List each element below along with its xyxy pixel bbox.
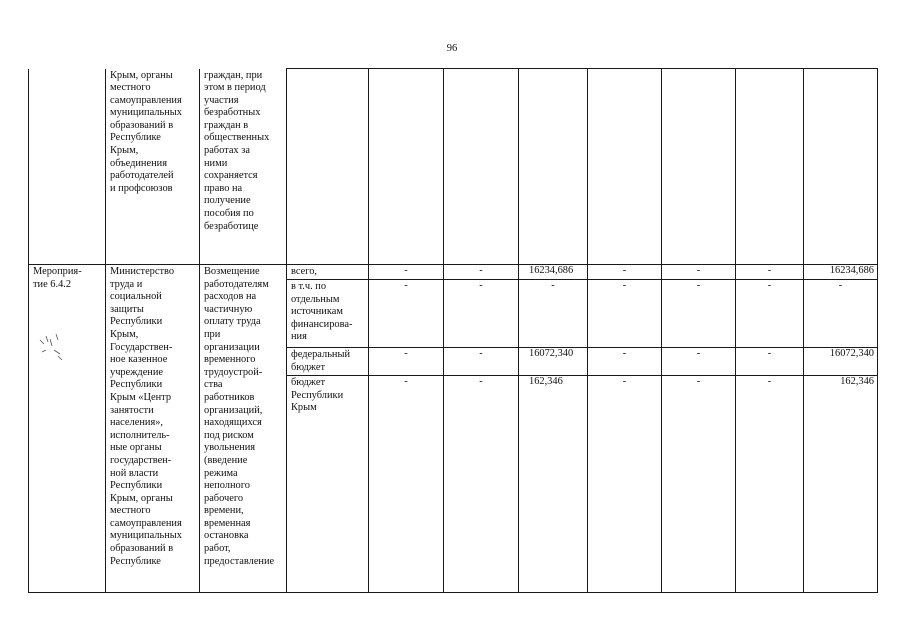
value-cell: - <box>662 265 736 280</box>
value-cell: - <box>662 348 736 376</box>
value-cell <box>736 69 804 265</box>
value-cell: 16234,686 <box>804 265 878 280</box>
value-cell: 16072,340 <box>519 348 588 376</box>
value-cell: - <box>736 348 804 376</box>
source-label: федеральный бюджет <box>287 348 369 376</box>
table-row-total <box>29 265 878 280</box>
value-cell: - <box>369 280 444 348</box>
pencil-mark <box>36 330 68 364</box>
value-cell: - <box>736 376 804 593</box>
program-table <box>28 68 878 593</box>
value-cell: - <box>444 348 519 376</box>
value-cell <box>662 69 736 265</box>
value-cell <box>588 69 662 265</box>
value-cell: 16072,340 <box>804 348 878 376</box>
value-cell: - <box>662 280 736 348</box>
value-cell: - <box>444 376 519 593</box>
value-cell: - <box>588 265 662 280</box>
value-cell: - <box>444 280 519 348</box>
source-label: бюджет Республики Крым <box>287 376 369 593</box>
value-cell: - <box>444 265 519 280</box>
source-label: всего, <box>287 265 369 280</box>
source-label: в т.ч. по отдельным источникам финансирова- ния <box>287 280 369 348</box>
executor-cell: Министерство труда и социальной защиты Республики Крым, Государствен- ное казенное учреждение Республики Крым «Центр занятости населения», исполнитель- ные органы государствен- ной власти Республики Крым, органы местного самоуправления муниципальных образований в Республике <box>106 265 200 593</box>
value-cell: - <box>588 348 662 376</box>
measure-name-cell <box>29 69 106 265</box>
value-cell: 162,346 <box>519 376 588 593</box>
value-cell: - <box>369 376 444 593</box>
value-cell <box>519 69 588 265</box>
value-cell: - <box>369 265 444 280</box>
measure-name-cell: Мероприя- тие 6.4.2 <box>29 265 106 593</box>
executor-cell: Крым, органы местного самоуправления муниципальных образований в Республике Крым, объединения работодателей и профсоюзов <box>106 69 200 265</box>
value-cell <box>369 69 444 265</box>
value-cell: - <box>662 376 736 593</box>
description-cell: Возмещение работодателям расходов на частичную оплату труда при организации временного трудоустрой- ства работников организаций, находящихся под риском увольнения (введение режима неполного рабочего времени, временная остановка работ, предоставление <box>200 265 287 593</box>
value-cell: - <box>804 280 878 348</box>
value-cell: - <box>369 348 444 376</box>
table-row-continuation <box>29 69 878 265</box>
value-cell: - <box>736 280 804 348</box>
page-number: 96 <box>446 43 458 54</box>
value-cell: 16234,686 <box>519 265 588 280</box>
value-cell: 162,346 <box>804 376 878 593</box>
value-cell <box>444 69 519 265</box>
value-cell: - <box>519 280 588 348</box>
source-cell <box>287 69 369 265</box>
value-cell <box>804 69 878 265</box>
description-cell: граждан, при этом в период участия безработных граждан в общественных работах за ними сохраняется право на получение пособия по безработице <box>200 69 287 265</box>
value-cell: - <box>736 265 804 280</box>
value-cell: - <box>588 280 662 348</box>
value-cell: - <box>588 376 662 593</box>
